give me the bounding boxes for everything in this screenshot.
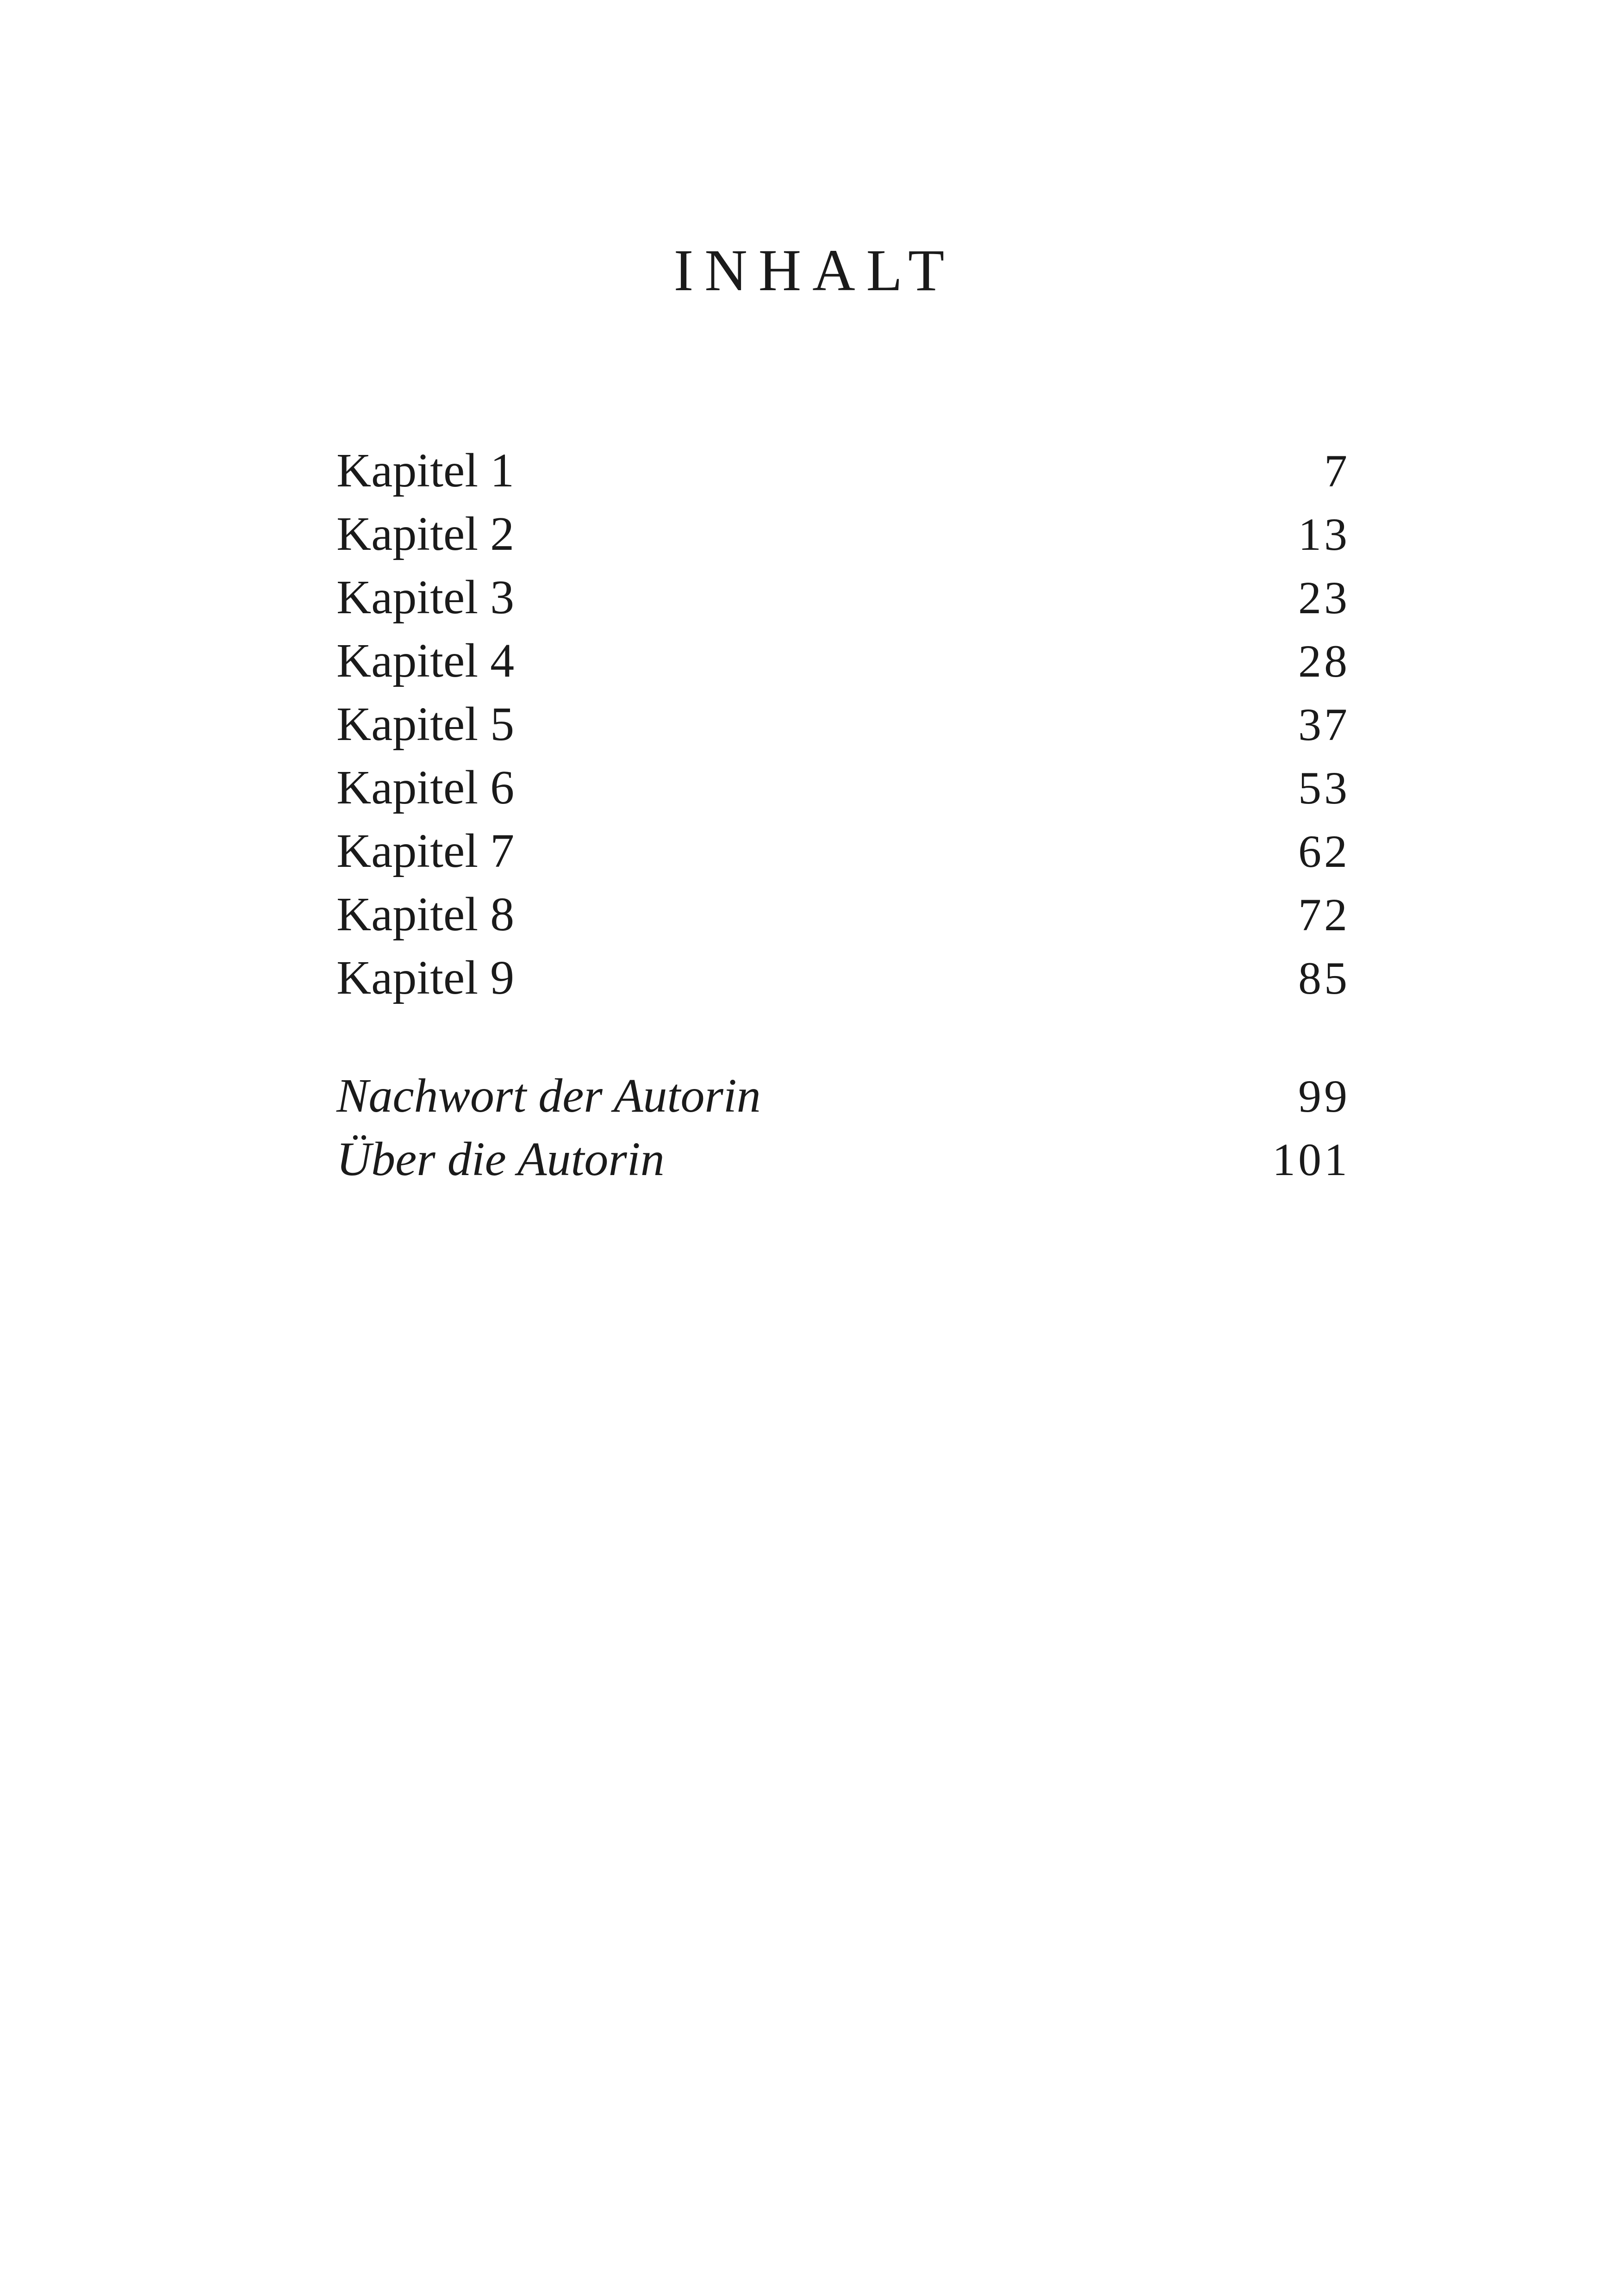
toc-entry-label: Kapitel 3 xyxy=(336,571,515,624)
table-of-contents xyxy=(336,439,1350,1191)
toc-entry-about-author[interactable] xyxy=(336,1127,1350,1191)
toc-entry-chapter-6[interactable] xyxy=(336,756,1350,819)
toc-entry-label: Kapitel 2 xyxy=(336,507,515,560)
toc-entry-label: Über die Autorin xyxy=(336,1132,665,1186)
toc-entry-chapter-7[interactable] xyxy=(336,819,1350,883)
toc-entry-label: Nachwort der Autorin xyxy=(336,1069,761,1122)
toc-entry-page-number: 99 xyxy=(1298,1070,1350,1122)
toc-entry-page-number: 37 xyxy=(1298,699,1350,750)
toc-entry-chapter-5[interactable] xyxy=(336,692,1350,756)
toc-entry-label: Kapitel 5 xyxy=(336,697,515,751)
toc-entry-chapter-8[interactable] xyxy=(336,883,1350,946)
toc-entry-page-number: 101 xyxy=(1272,1134,1350,1185)
toc-entry-page-number: 62 xyxy=(1298,826,1350,877)
toc-entry-page-number: 13 xyxy=(1298,509,1350,560)
toc-entry-chapter-3[interactable] xyxy=(336,566,1350,629)
toc-entry-afterword[interactable] xyxy=(336,1064,1350,1127)
toc-entry-label: Kapitel 8 xyxy=(336,888,515,941)
toc-entry-page-number: 85 xyxy=(1298,952,1350,1004)
toc-entry-page-number: 7 xyxy=(1324,445,1350,497)
toc-entry-label: Kapitel 1 xyxy=(336,444,515,497)
toc-entry-chapter-4[interactable] xyxy=(336,629,1350,692)
toc-entry-page-number: 53 xyxy=(1298,762,1350,814)
toc-entry-label: Kapitel 9 xyxy=(336,951,515,1004)
toc-entry-label: Kapitel 6 xyxy=(336,761,515,814)
toc-entry-page-number: 72 xyxy=(1298,889,1350,940)
toc-entry-label: Kapitel 4 xyxy=(336,634,515,687)
toc-entry-chapter-1[interactable] xyxy=(336,439,1350,502)
page-title: INHALT xyxy=(673,237,956,303)
toc-entry-chapter-2[interactable] xyxy=(336,502,1350,566)
toc-entry-page-number: 28 xyxy=(1298,635,1350,687)
toc-entry-chapter-9[interactable] xyxy=(336,946,1350,1009)
toc-entry-page-number: 23 xyxy=(1298,572,1350,623)
toc-entry-label: Kapitel 7 xyxy=(336,824,515,877)
toc-section-spacer xyxy=(336,1009,1350,1064)
